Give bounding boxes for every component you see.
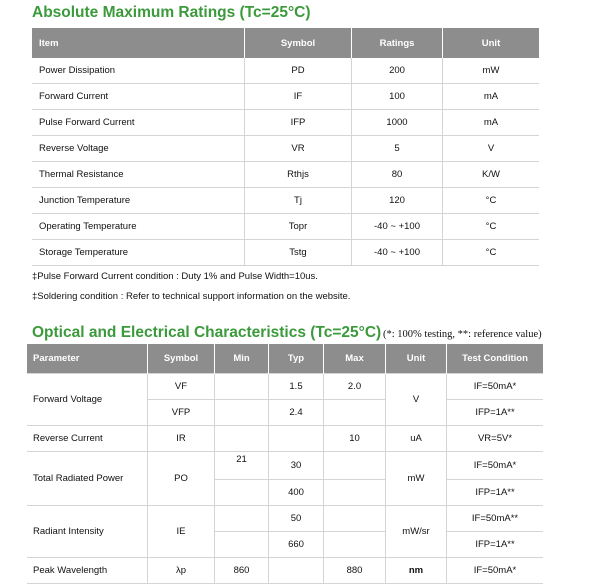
cell: IF=50mA** [447, 506, 544, 532]
cell: °C [443, 188, 540, 214]
cell: Reverse Voltage [32, 136, 245, 162]
table-row [32, 188, 539, 214]
cell: VF [148, 374, 215, 400]
table-row [27, 452, 543, 480]
cell [324, 532, 386, 558]
cell: nm [386, 558, 447, 584]
cell: 10 [324, 426, 386, 452]
cell: 21 [215, 452, 269, 480]
col-test-condition: Test Condition [447, 344, 544, 374]
absolute-max-ratings-table [32, 28, 539, 266]
cell [215, 374, 269, 400]
cell: 50 [269, 506, 324, 532]
col-min: Min [215, 344, 269, 374]
cell: 80 [352, 162, 443, 188]
cell: Power Dissipation [32, 58, 245, 84]
cell [269, 426, 324, 452]
cell: Forward Voltage [27, 374, 148, 426]
cell: IF [245, 84, 352, 110]
cell: PO [148, 452, 215, 506]
cell: Storage Temperature [32, 240, 245, 266]
table-row [27, 506, 543, 532]
cell: V [386, 374, 447, 426]
cell: 660 [269, 532, 324, 558]
cell: Tj [245, 188, 352, 214]
cell [324, 506, 386, 532]
cell: °C [443, 240, 540, 266]
cell: 2.0 [324, 374, 386, 400]
cell [215, 400, 269, 426]
table-row [27, 558, 543, 584]
cell [269, 558, 324, 584]
table-row [32, 214, 539, 240]
cell: Operating Temperature [32, 214, 245, 240]
cell: mA [443, 110, 540, 136]
cell: uA [386, 426, 447, 452]
cell: 120 [352, 188, 443, 214]
cell: Tstg [245, 240, 352, 266]
cell: mW [443, 58, 540, 84]
cell: 200 [352, 58, 443, 84]
cell: 400 [269, 480, 324, 506]
col-typ: Typ [269, 344, 324, 374]
col-unit: Unit [443, 28, 540, 58]
cell: IFP=1A** [447, 480, 544, 506]
cell: 30 [269, 452, 324, 480]
cell: Peak Wavelength [27, 558, 148, 584]
col-item: Item [32, 28, 245, 58]
col-symbol: Symbol [245, 28, 352, 58]
table-row [32, 162, 539, 188]
footnote-soldering: ‡Soldering condition : Refer to technical support information on the website. [32, 291, 351, 302]
cell: -40 ~ +100 [352, 240, 443, 266]
col-unit: Unit [386, 344, 447, 374]
cell: Thermal Resistance [32, 162, 245, 188]
cell: Topr [245, 214, 352, 240]
cell [324, 400, 386, 426]
cell: IFP=1A** [447, 532, 544, 558]
cell: IF=50mA* [447, 374, 544, 400]
cell: IE [148, 506, 215, 558]
cell: mW/sr [386, 506, 447, 558]
table-row [32, 240, 539, 266]
cell: IF=50mA* [447, 452, 544, 480]
col-parameter: Parameter [27, 344, 148, 374]
cell: 1.5 [269, 374, 324, 400]
cell: mW [386, 452, 447, 506]
table-row [32, 110, 539, 136]
col-ratings: Ratings [352, 28, 443, 58]
cell: λp [148, 558, 215, 584]
footnote-pulse: ‡Pulse Forward Current condition : Duty 1% and Pulse Width=10us. [32, 271, 318, 282]
cell: IF=50mA* [447, 558, 544, 584]
cell: mA [443, 84, 540, 110]
cell: Forward Current [32, 84, 245, 110]
cell: IR [148, 426, 215, 452]
col-symbol: Symbol [148, 344, 215, 374]
cell [215, 532, 269, 558]
cell [215, 480, 269, 506]
cell: Pulse Forward Current [32, 110, 245, 136]
cell: Rthjs [245, 162, 352, 188]
cell: 5 [352, 136, 443, 162]
col-max: Max [324, 344, 386, 374]
cell: 100 [352, 84, 443, 110]
cell: IFP=1A** [447, 400, 544, 426]
cell: VR=5V* [447, 426, 544, 452]
cell [215, 426, 269, 452]
table-row [32, 136, 539, 162]
cell: Radiant Intensity [27, 506, 148, 558]
oe-title: Optical and Electrical Characteristics (Tc=25°C) [32, 324, 382, 341]
cell [324, 452, 386, 480]
cell: VR [245, 136, 352, 162]
table-row [27, 374, 543, 400]
cell: Total Radiated Power [27, 452, 148, 506]
cell: V [443, 136, 540, 162]
table-row [32, 58, 539, 84]
cell: K/W [443, 162, 540, 188]
optical-electrical-table [27, 344, 543, 584]
table-header-row [27, 344, 543, 374]
cell [324, 480, 386, 506]
table-row [32, 84, 539, 110]
cell: Junction Temperature [32, 188, 245, 214]
table-row [27, 426, 543, 452]
cell: 880 [324, 558, 386, 584]
table-header-row [32, 28, 539, 58]
cell: Reverse Current [27, 426, 148, 452]
cell: 860 [215, 558, 269, 584]
cell: °C [443, 214, 540, 240]
cell [215, 506, 269, 532]
abs-title: Absolute Maximum Ratings (Tc=25°C) [32, 4, 311, 21]
cell: 1000 [352, 110, 443, 136]
cell: PD [245, 58, 352, 84]
cell: VFP [148, 400, 215, 426]
oe-note: (*: 100% testing, **: reference value) [383, 329, 542, 340]
cell: -40 ~ +100 [352, 214, 443, 240]
cell: IFP [245, 110, 352, 136]
cell: 2.4 [269, 400, 324, 426]
